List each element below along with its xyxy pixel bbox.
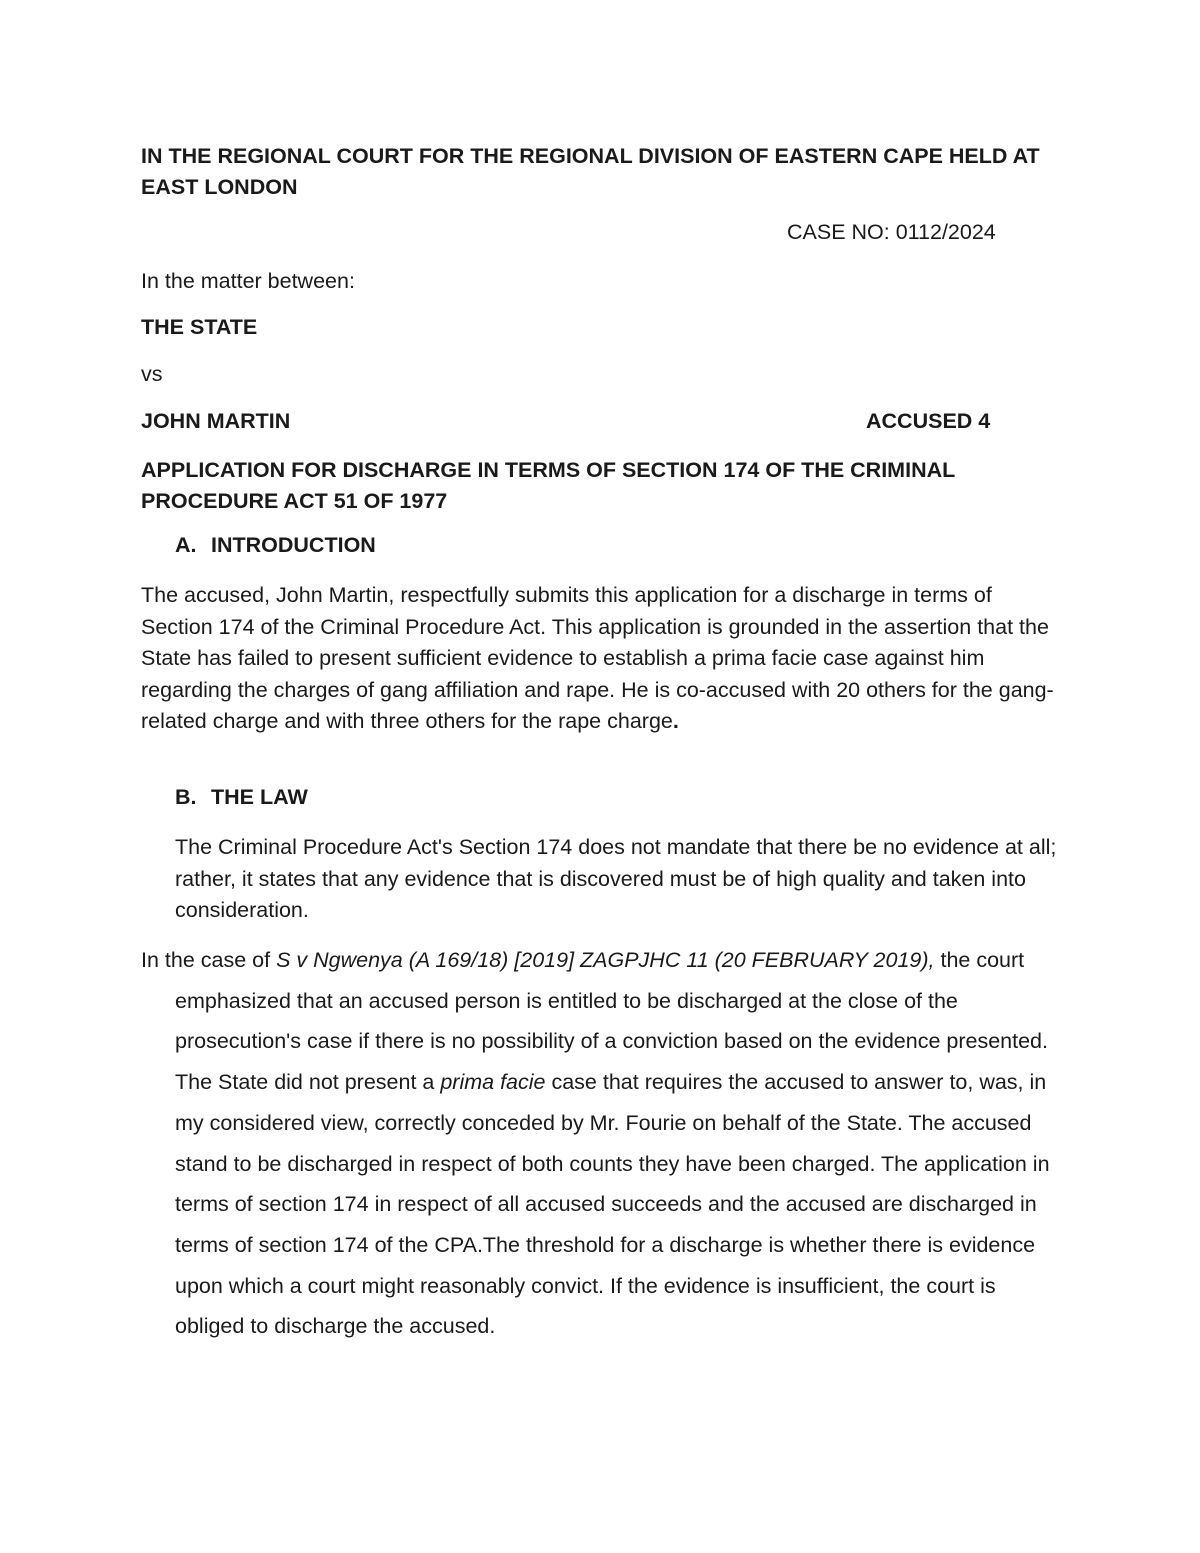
case-law-paragraph [141, 940, 1061, 1347]
party-state: THE STATE [141, 315, 258, 339]
section-a-title: INTRODUCTION [211, 533, 376, 557]
section-b-letter: B. [175, 785, 197, 809]
case-lead: In the case of [141, 948, 277, 972]
introduction-period: . [672, 709, 679, 733]
law-paragraph: The Criminal Procedure Act's Section 174 does not mandate that there be no evidence at all; rather, it states that any evidence that is discovered must be of high quality and taken into consideration. [175, 835, 1057, 922]
accused-label: ACCUSED 4 [866, 409, 991, 433]
case-number: CASE NO: 0112/2024 [787, 220, 996, 244]
prima-facie-term: prima facie [440, 1070, 546, 1095]
matter-intro: In the matter between: [141, 269, 355, 293]
court-title: IN THE REGIONAL COURT FOR THE REGIONAL DIVISION OF EASTERN CAPE HELD AT EAST LONDON [141, 144, 1040, 199]
application-title: APPLICATION FOR DISCHARGE IN TERMS OF SECTION 174 OF THE CRIMINAL PROCEDURE ACT 51 OF 1977 [141, 458, 955, 513]
versus-label: vs [141, 362, 163, 386]
section-b-heading [175, 785, 308, 810]
introduction-paragraph [141, 580, 1061, 738]
section-a-heading [175, 533, 376, 558]
case-text-part-1: the court emphasized that an accused person is entitled to be discharged at the close of the prosecution's case if there is no possibility of a conviction based on the evidence presented. The State did not present a [175, 948, 1048, 1095]
party-accused: JOHN MARTIN [141, 409, 291, 433]
section-b-title: THE LAW [211, 785, 308, 809]
case-text-part-2: case that requires the accused to answer to, was, in my considered view, correctly conceded by Mr. Fourie on behalf of the State. The accused stand to be discharged in respect of both counts they have been charged. The application in terms of section 174 in respect of all accused succeeds and the accused are discharged in terms of section 174 of the CPA.The threshold for a discharge is whether there is evidence upon which a court might reasonably convict. If the evidence is insufficient, the court is obliged to discharge the accused. [175, 1070, 1050, 1339]
section-a-letter: A. [175, 533, 197, 557]
case-citation: S v Ngwenya (A 169/18) [2019] ZAGPJHC 11 (20 FEBRUARY 2019), [276, 948, 935, 972]
introduction-body: The accused, John Martin, respectfully submits this application for a discharge in terms of Section 174 of the Criminal Procedure Act. This application is grounded in the assertion that the State has failed to present sufficient evidence to establish a prima facie case against him regarding the charges of gang affiliation and rape. He is co-accused with 20 others for the gang-related charge and with three others for the rape charge [141, 583, 1054, 733]
